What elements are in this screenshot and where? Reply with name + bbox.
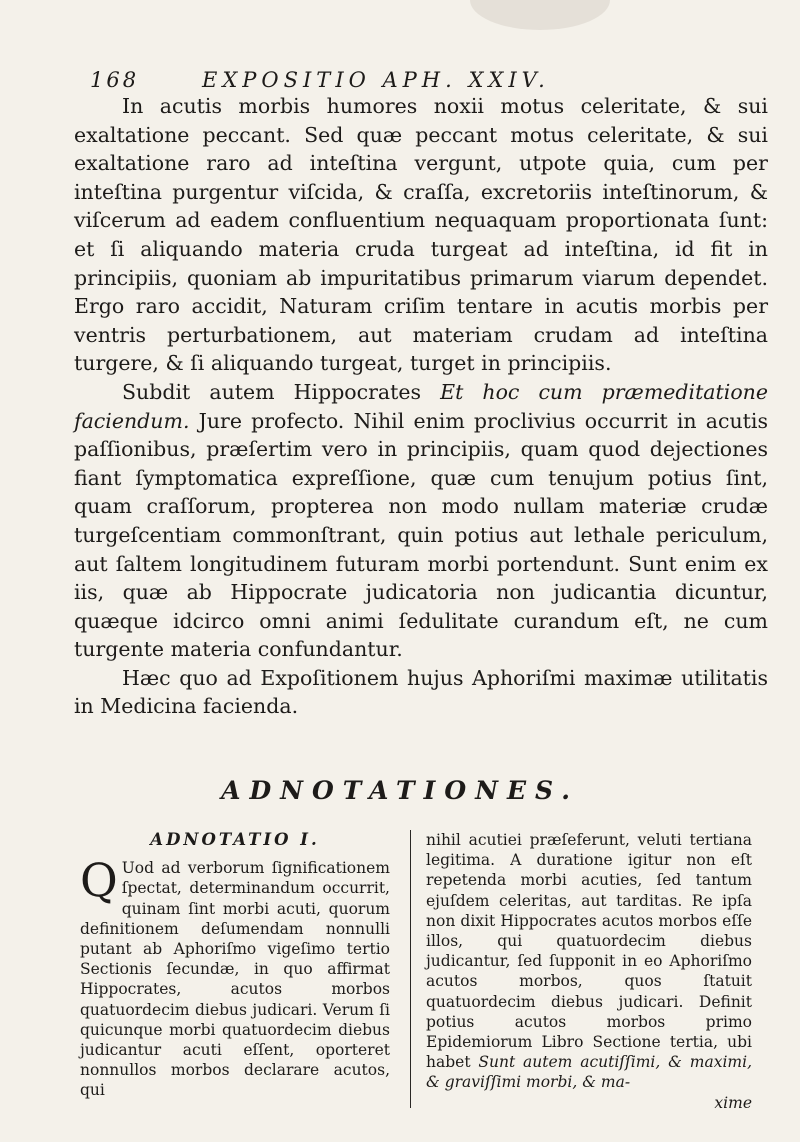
column-divider bbox=[410, 830, 411, 1108]
paragraph-2-lead: Subdit autem Hippocrates bbox=[122, 379, 441, 404]
paragraph-3: Hæc quo ad Expoſitionem hujus Aphoriſmi maximæ utilitatis in Medicina facienda. bbox=[74, 665, 768, 719]
annotation-subtitle: ADNOTATIO I. bbox=[150, 830, 320, 849]
catchword: xime bbox=[714, 1093, 752, 1112]
paragraph-2-rest: Jure profecto. Nihil enim proclivius occurrit in acutis paſſionibus, præſertim vero in principiis, quam quod dejectiones fiant ſymptomatica expreſſione, quæ cum tenujum potius ſint, quam craſſorum, propterea non modo nullam materiæ crudæ turgeſcentiam commonſtrant, quin potius aut lethale periculum, aut ſaltem longitudinem futuram morbi portendunt. Sunt enim ex iis, quæ ab Hippocrate judicatoria non judicantia dicuntur, quæque idcirco omni animi ſedulitate curandum eſt, ne cum turgente materia confundantur. bbox=[74, 408, 768, 662]
main-text bbox=[74, 92, 768, 721]
running-title: EXPOSITIO APH. XXIV. bbox=[202, 68, 550, 92]
paragraph-2 bbox=[74, 378, 768, 664]
left-column-text bbox=[80, 853, 390, 1100]
paragraph-2-quote: Et hoc cum præmeditatione faciendum. bbox=[74, 379, 768, 433]
page-number: 168 bbox=[90, 68, 140, 92]
right-column bbox=[426, 830, 752, 1113]
paper-stain bbox=[470, 0, 610, 30]
left-text: Uod ad verborum ſignificationem ſpectat, determinandum occurrit, quinam ſint morbi acuti, quorum definitionem deſumendam nonnulli putant ab Aphoriſmo vigeſimo tertio Sectionis ſecundæ, in quo affirmat Hippocrates, acutos morbos quatuordecim diebus judicari. Verum ſi quicunque morbi quatuordecim diebus judicantur acuti eſſent, oporteret nonnullos morbos declarare acutos, qui bbox=[80, 859, 390, 1100]
annotations-heading: ADNOTATIONES. bbox=[221, 776, 579, 805]
drop-cap: Q bbox=[80, 853, 118, 908]
paragraph-1: In acutis morbis humores noxii motus celeritate, & sui exaltatione peccant. Sed quæ peccant motus celeritate, & sui exaltatione raro ad inteſtina vergunt, utpote quia, cum per inteſtina purgentur viſcida, & craſſa, excretoriis inteſtinorum, & viſcerum ad eadem confluentium nequaquam proportionata ſunt: et ſi aliquando materia cruda turgeat ad inteſtina, id fit in principiis, quoniam ab impuritatibus primarum viarum dependet. Ergo raro accidit, Naturam criſim tentare in acutis morbis per ventris perturbationem, aut materiam crudam ad inteſtina turgere, & ſi aliquando turgeat, turget in principiis. bbox=[74, 94, 768, 376]
left-column bbox=[80, 830, 390, 1101]
right-column-text bbox=[426, 830, 752, 1093]
right-quote: Sunt autem acutiſſimi, & maximi, & graviſſimi morbi, & ma- bbox=[426, 1053, 752, 1092]
right-text: nihil acutiei præſeferunt, veluti tertiana legitima. A duratione igitur non eſt repetenda morbi acuties, ſed tantum ejuſdem celeritas, aut tarditas. Re ipſa non dixit Hippocrates acutos morbos eſſe illos, qui quatuordecim diebus judicantur, ſed ſupponit in eo Aphoriſmo acutos morbos, quos ſtatuit quatuordecim diebus judicari. Definit potius acutos morbos primo Epidemiorum Libro Sectione tertia, ubi habet bbox=[426, 831, 752, 1072]
